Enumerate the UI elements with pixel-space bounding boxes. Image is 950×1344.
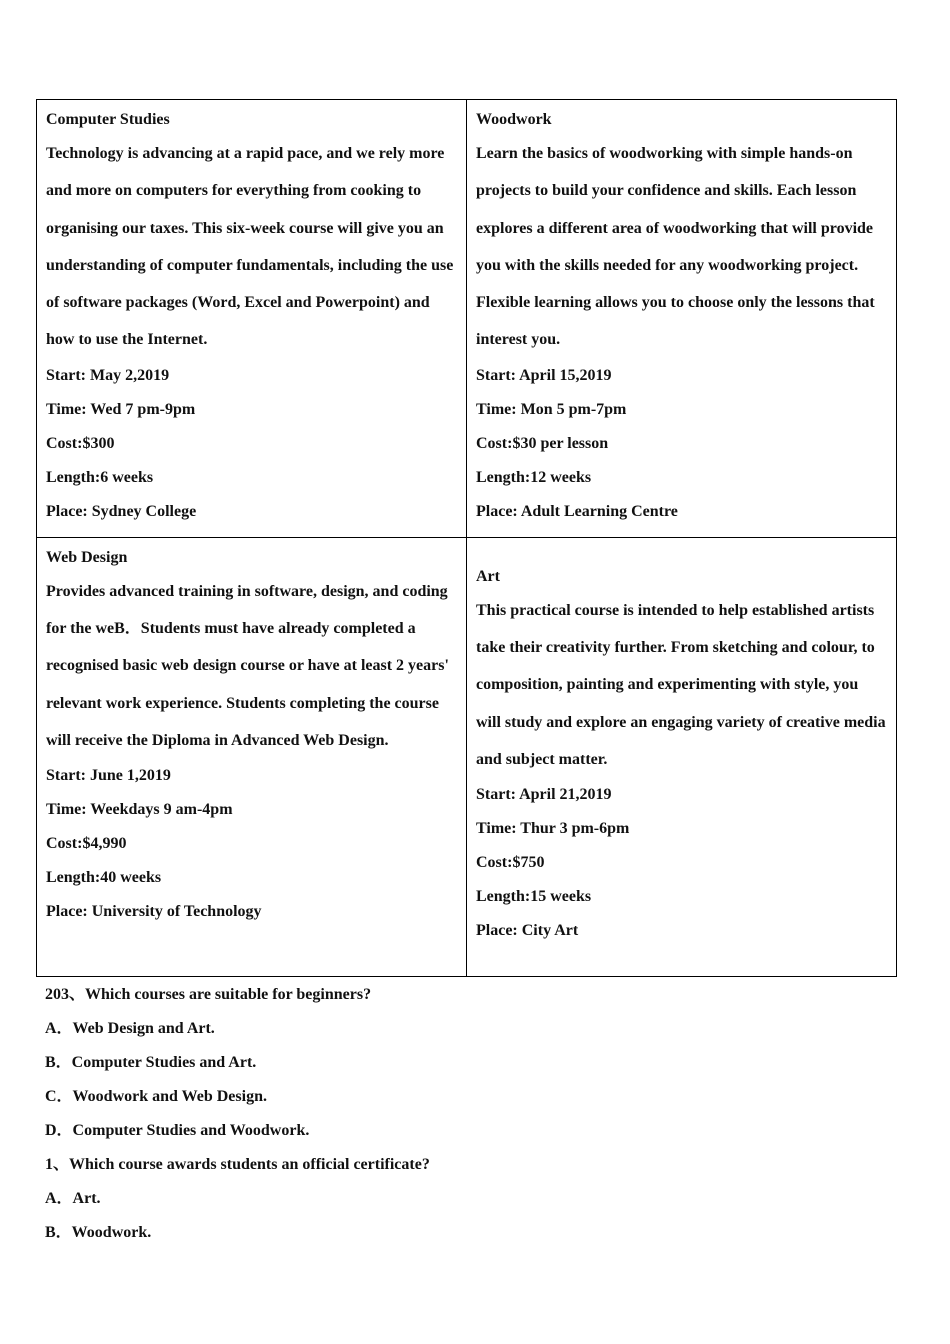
course-cell-web-design [37,537,467,976]
answer-option: C．Woodwork and Web Design. [45,1088,267,1105]
answer-option: D．Computer Studies and Woodwork. [45,1122,310,1139]
course-place: Place: City Art [476,922,579,940]
course-start: Start: April 21,2019 [476,786,612,804]
course-title: Woodwork [476,111,552,128]
course-length: Length:40 weeks [46,869,162,887]
answer-option: B．Woodwork. [45,1224,152,1241]
question-stem: 1、Which course awards students an official certificate? [45,1156,430,1173]
course-time: Time: Thur 3 pm-6pm [476,820,630,838]
course-length: Length:15 weeks [476,888,592,906]
course-description: This practical course is intended to help established artists take their creativity further. From sketching and colour, to composition, painting and experimenting with style, you will study and explore an engaging variety of creative media and subject matter. [476,601,886,768]
table-row [37,537,897,976]
course-time: Time: Wed 7 pm-9pm [46,400,196,418]
course-place: Place: Adult Learning Centre [476,502,678,520]
course-title: Web Design [46,548,128,566]
course-place: Place: University of Technology [46,903,262,921]
course-start: Start: April 15,2019 [476,366,612,384]
answer-option: A．Art. [45,1190,101,1207]
table-row [37,100,897,538]
course-cost: Cost:$750 [476,854,545,872]
course-description: Provides advanced training in software, design, and coding for the weB．Students must have already completed a recognised basic web design course or have at least 2 years' relevant work experience. Students completing the course will receive the Diploma in Advanced Web Design. [46,582,449,749]
course-title: Art [476,567,500,585]
course-cell-computer-studies [37,100,467,538]
course-title: Computer Studies [46,111,170,128]
course-place: Place: Sydney College [46,502,197,520]
course-start: Start: June 1,2019 [46,767,171,785]
course-cell-woodwork [467,100,897,538]
course-cell-art [467,537,897,976]
course-cost: Cost:$30 per lesson [476,434,609,452]
course-length: Length:12 weeks [476,468,592,486]
question-stem: 203、Which courses are suitable for beginners? [45,986,372,1003]
course-cost: Cost:$4,990 [46,835,127,853]
questions-section [45,978,905,1250]
course-start: Start: May 2,2019 [46,366,170,384]
answer-option: B．Computer Studies and Art. [45,1054,257,1071]
course-table [36,99,897,977]
course-time: Time: Weekdays 9 am-4pm [46,801,233,819]
course-length: Length:6 weeks [46,468,154,486]
course-description: Learn the basics of woodworking with simple hands-on projects to build your confidence and skills. Each lesson explores a different area of woodworking that will provide you with the skills needed for any woodworking project. Flexible learning allows you to choose only the lessons that interest you. [476,145,875,349]
course-cost: Cost:$300 [46,434,115,452]
answer-option: A．Web Design and Art. [45,1020,215,1037]
course-description: Technology is advancing at a rapid pace, and we rely more and more on computers for everything from cooking to organising our taxes. This six-week course will give you an understanding of computer fundamentals, including the use of software packages (Word, Excel and Powerpoint) and how to use the Internet. [46,145,454,349]
course-time: Time: Mon 5 pm-7pm [476,400,627,418]
